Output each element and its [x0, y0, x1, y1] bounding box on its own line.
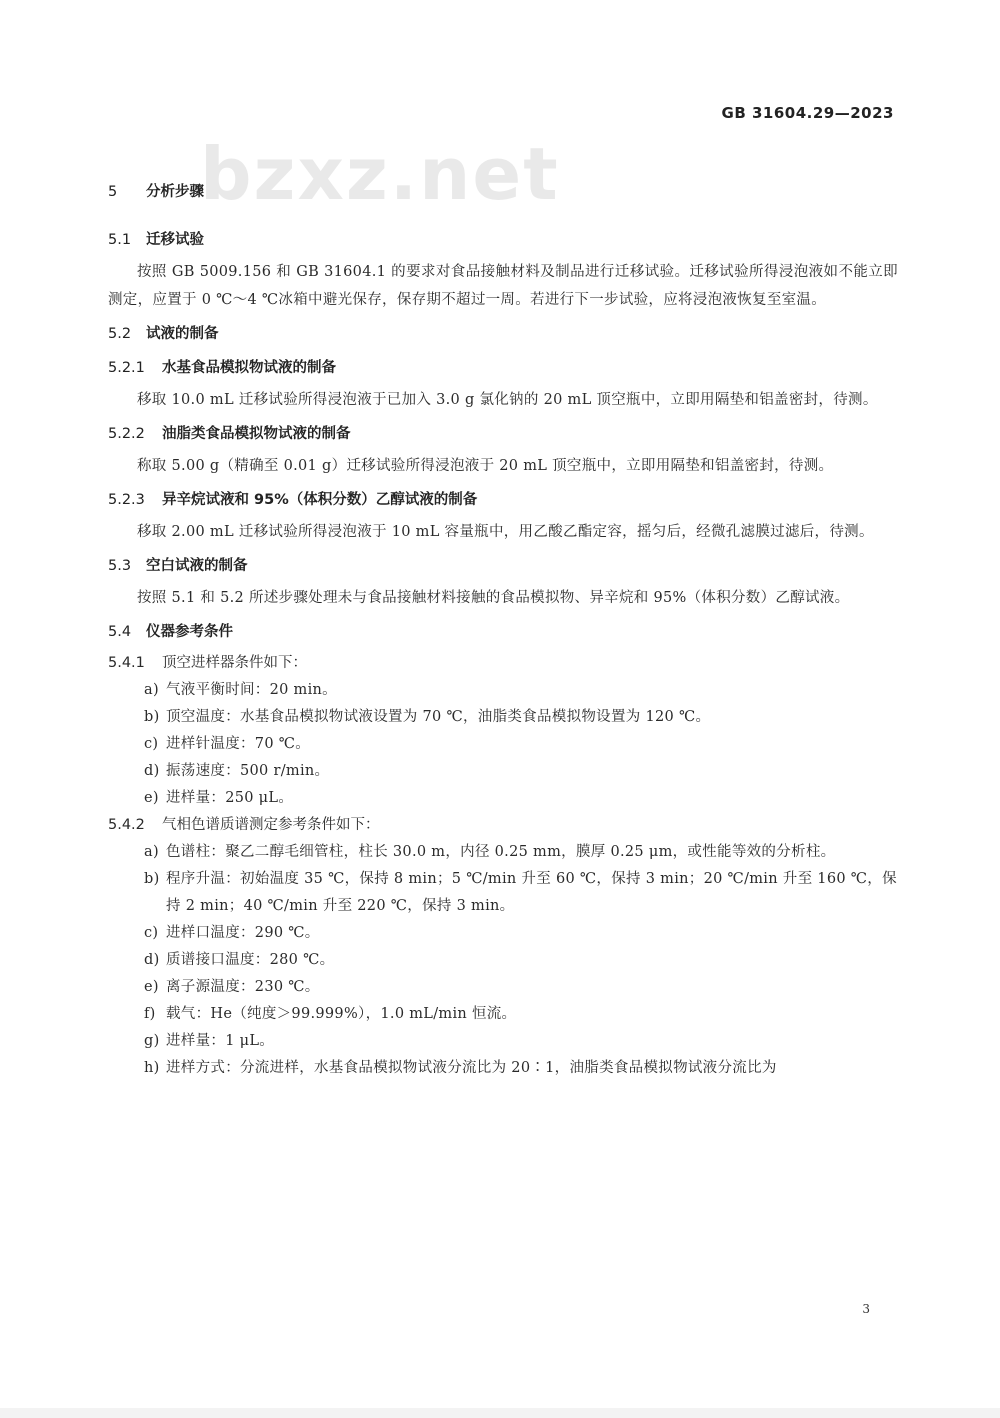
list-item-tag: b): [144, 871, 160, 887]
document-code: GB 31604.29—2023: [721, 104, 894, 122]
section-number: 5.4.1: [108, 655, 145, 671]
list-item-text: 振荡速度：500 r/min。: [166, 763, 330, 779]
list-item-text: 顶空温度：水基食品模拟物试液设置为 70 ℃，油脂类食品模拟物设置为 120 ℃。: [166, 709, 711, 725]
list-item-text: 进样量：250 μL。: [166, 790, 294, 806]
section-number: 5.2.2: [108, 426, 145, 442]
list-item-tag: a): [144, 844, 159, 860]
section-5-heading: [108, 178, 898, 206]
section-title: 异辛烷试液和 95%（体积分数）乙醇试液的制备: [162, 492, 478, 508]
list-item-tag: c): [144, 736, 159, 752]
list-item-text: 进样针温度：70 ℃。: [166, 736, 311, 752]
section-5-2-1-heading: [108, 354, 898, 382]
section-number: 5.2.3: [108, 492, 145, 508]
section-number: 5.2.1: [108, 360, 145, 376]
list-item: [108, 1055, 898, 1082]
section-number: 5.1: [108, 232, 132, 248]
section-title: 仪器参考条件: [146, 624, 233, 640]
watermark: bzxz.net: [200, 132, 560, 216]
list-item: [108, 974, 898, 1001]
section-5-1-heading: [108, 226, 898, 254]
section-5-1-text: 按照 GB 5009.156 和 GB 31604.1 的要求对食品接触材料及制品进行迁移试验。迁移试验所得浸泡液如不能立即测定，应置于 0 ℃～4 ℃冰箱中避光保存，保存期不超过一周。若进行下一步试验，应将浸泡液恢复至室温。: [108, 264, 898, 308]
page-edge: [0, 1408, 1000, 1418]
section-5-2-3-text: 移取 2.00 mL 迁移试验所得浸泡液于 10 mL 容量瓶中，用乙酸乙酯定容，摇匀后，经微孔滤膜过滤后，待测。: [137, 524, 874, 540]
list-item: [108, 1001, 898, 1028]
list-item: [108, 1028, 898, 1055]
list-item-tag: b): [144, 709, 160, 725]
section-number: 5.4.2: [108, 817, 145, 833]
section-title: 气相色谱质谱测定参考条件如下：: [162, 817, 380, 833]
section-number: 5.4: [108, 624, 132, 640]
section-number: 5.3: [108, 558, 132, 574]
list-item-tag: e): [144, 790, 159, 806]
list-item-tag: f): [144, 1006, 156, 1022]
section-title: 顶空进样器条件如下：: [162, 655, 307, 671]
section-5-4-2-heading: [108, 812, 898, 839]
list-item-tag: d): [144, 952, 160, 968]
section-5-2-heading: [108, 320, 898, 348]
list-item-text: 进样方式：分流进样，水基食品模拟物试液分流比为 20∶1，油脂类食品模拟物试液分流比为: [166, 1060, 777, 1076]
section-title: 空白试液的制备: [146, 558, 248, 574]
section-5-2-2-heading: [108, 420, 898, 448]
page-content: [108, 172, 898, 1082]
section-title: 分析步骤: [146, 184, 204, 200]
list-item-text: 程序升温：初始温度 35 ℃，保持 8 min；5 ℃/min 升至 60 ℃，保持 3 min；20 ℃/min 升至 160 ℃，保持 2 min；40 ℃/min 升至 220 ℃，保持 3 min。: [166, 871, 897, 914]
section-number: 5.2: [108, 326, 132, 342]
section-title: 迁移试验: [146, 232, 204, 248]
list-item: [108, 866, 898, 920]
list-item: [108, 947, 898, 974]
section-5-4-heading: [108, 618, 898, 646]
list-item-text: 载气：He（纯度＞99.999%），1.0 mL/min 恒流。: [166, 1006, 517, 1022]
list-item-tag: c): [144, 925, 159, 941]
section-5-3-text: 按照 5.1 和 5.2 所述步骤处理未与食品接触材料接触的食品模拟物、异辛烷和 95%（体积分数）乙醇试液。: [137, 590, 850, 606]
section-title: 油脂类食品模拟物试液的制备: [162, 426, 351, 442]
list-item-text: 进样量：1 μL。: [166, 1033, 275, 1049]
list-item-text: 离子源温度：230 ℃。: [166, 979, 320, 995]
list-item: [108, 839, 898, 866]
section-5-2-1-text: 移取 10.0 mL 迁移试验所得浸泡液于已加入 3.0 g 氯化钠的 20 mL 顶空瓶中，立即用隔垫和铝盖密封，待测。: [137, 392, 878, 408]
list-item-text: 进样口温度：290 ℃。: [166, 925, 320, 941]
list-item: [108, 920, 898, 947]
headspace-conditions-list: [108, 677, 898, 812]
list-item: [108, 731, 898, 758]
section-5-4-1-heading: [108, 650, 898, 677]
list-item: [108, 785, 898, 812]
list-item-text: 色谱柱：聚乙二醇毛细管柱，柱长 30.0 m，内径 0.25 mm，膜厚 0.25 μm，或性能等效的分析柱。: [166, 844, 836, 860]
list-item-tag: h): [144, 1060, 160, 1076]
section-5-3-heading: [108, 552, 898, 580]
list-item-tag: g): [144, 1033, 160, 1049]
list-item-text: 气液平衡时间：20 min。: [166, 682, 337, 698]
section-5-2-2-text: 称取 5.00 g（精确至 0.01 g）迁移试验所得浸泡液于 20 mL 顶空瓶中，立即用隔垫和铝盖密封，待测。: [137, 458, 834, 474]
list-item: [108, 758, 898, 785]
list-item: [108, 677, 898, 704]
list-item-text: 质谱接口温度：280 ℃。: [166, 952, 335, 968]
page-number: 3: [862, 1302, 870, 1316]
list-item-tag: d): [144, 763, 160, 779]
section-number: 5: [108, 184, 118, 200]
list-item-tag: a): [144, 682, 159, 698]
list-item: [108, 704, 898, 731]
section-5-2-3-heading: [108, 486, 898, 514]
list-item-tag: e): [144, 979, 159, 995]
section-title: 水基食品模拟物试液的制备: [162, 360, 336, 376]
gcms-conditions-list: [108, 839, 898, 1082]
section-title: 试液的制备: [146, 326, 219, 342]
